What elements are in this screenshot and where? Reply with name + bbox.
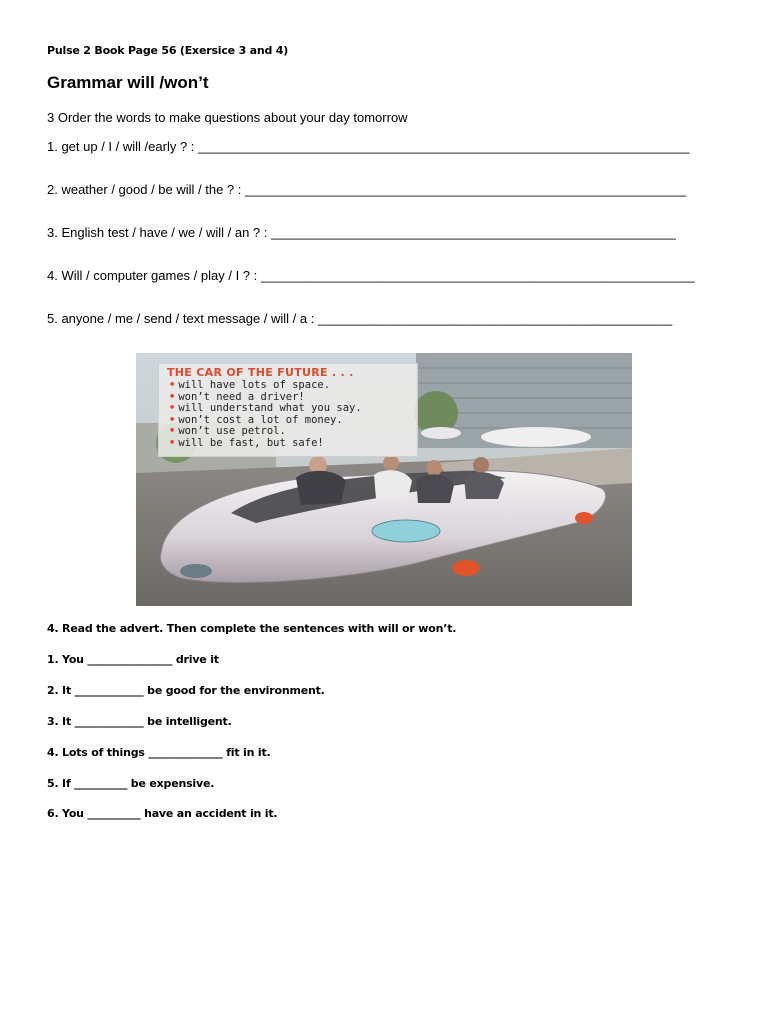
- advert-item: • won’t need a driver!: [169, 390, 305, 403]
- exercise3-instruction: 3 Order the words to make questions about your day tomorrow: [47, 110, 408, 125]
- advert-title: THE CAR OF THE FUTURE . . .: [167, 366, 354, 379]
- exercise3-question-4: 4. Will / computer games / play / I ? : ____________________________________________________________: [47, 268, 695, 283]
- advert-box: [158, 363, 418, 457]
- exercise4-sentence-6: 6. You __________ have an accident in it.: [47, 807, 278, 820]
- exercise3-question-2: 2. weather / good / be will / the ? : _____________________________________________________________: [47, 182, 687, 197]
- advert-item: • will understand what you say.: [169, 402, 362, 415]
- car-of-the-future-illustration: [136, 353, 632, 606]
- advert-item: • won’t cost a lot of money.: [169, 413, 343, 426]
- exercise4-sentence-1: 1. You ________________ drive it: [47, 653, 219, 666]
- exercise4-sentence-4: 4. Lots of things ______________ fit in it.: [47, 746, 271, 759]
- advert-item: • will be fast, but safe!: [169, 436, 324, 449]
- exercise3-question-1: 1. get up / I / will /early ? : ____________________________________________________________________: [47, 139, 690, 154]
- exercise4-sentence-3: 3. It _____________ be intelligent.: [47, 715, 232, 728]
- exercise3-question-3: 3. English test / have / we / will / an ? : ________________________________________________________: [47, 225, 676, 240]
- advert-item: • won’t use petrol.: [169, 425, 286, 438]
- advert-list: [169, 380, 362, 450]
- page-title: Grammar will /won’t: [47, 73, 209, 92]
- exercise4-sentence-5: 5. If __________ be expensive.: [47, 777, 215, 790]
- exercise3-question-5: 5. anyone / me / send / text message / will / a : _________________________________________________: [47, 311, 673, 326]
- page-header: Pulse 2 Book Page 56 (Exersice 3 and 4): [47, 44, 289, 57]
- exercise4-instruction: 4. Read the advert. Then complete the sentences with will or won’t.: [47, 622, 457, 635]
- exercise4-sentence-2: 2. It _____________ be good for the environment.: [47, 684, 325, 697]
- advert-item: • will have lots of space.: [169, 379, 331, 391]
